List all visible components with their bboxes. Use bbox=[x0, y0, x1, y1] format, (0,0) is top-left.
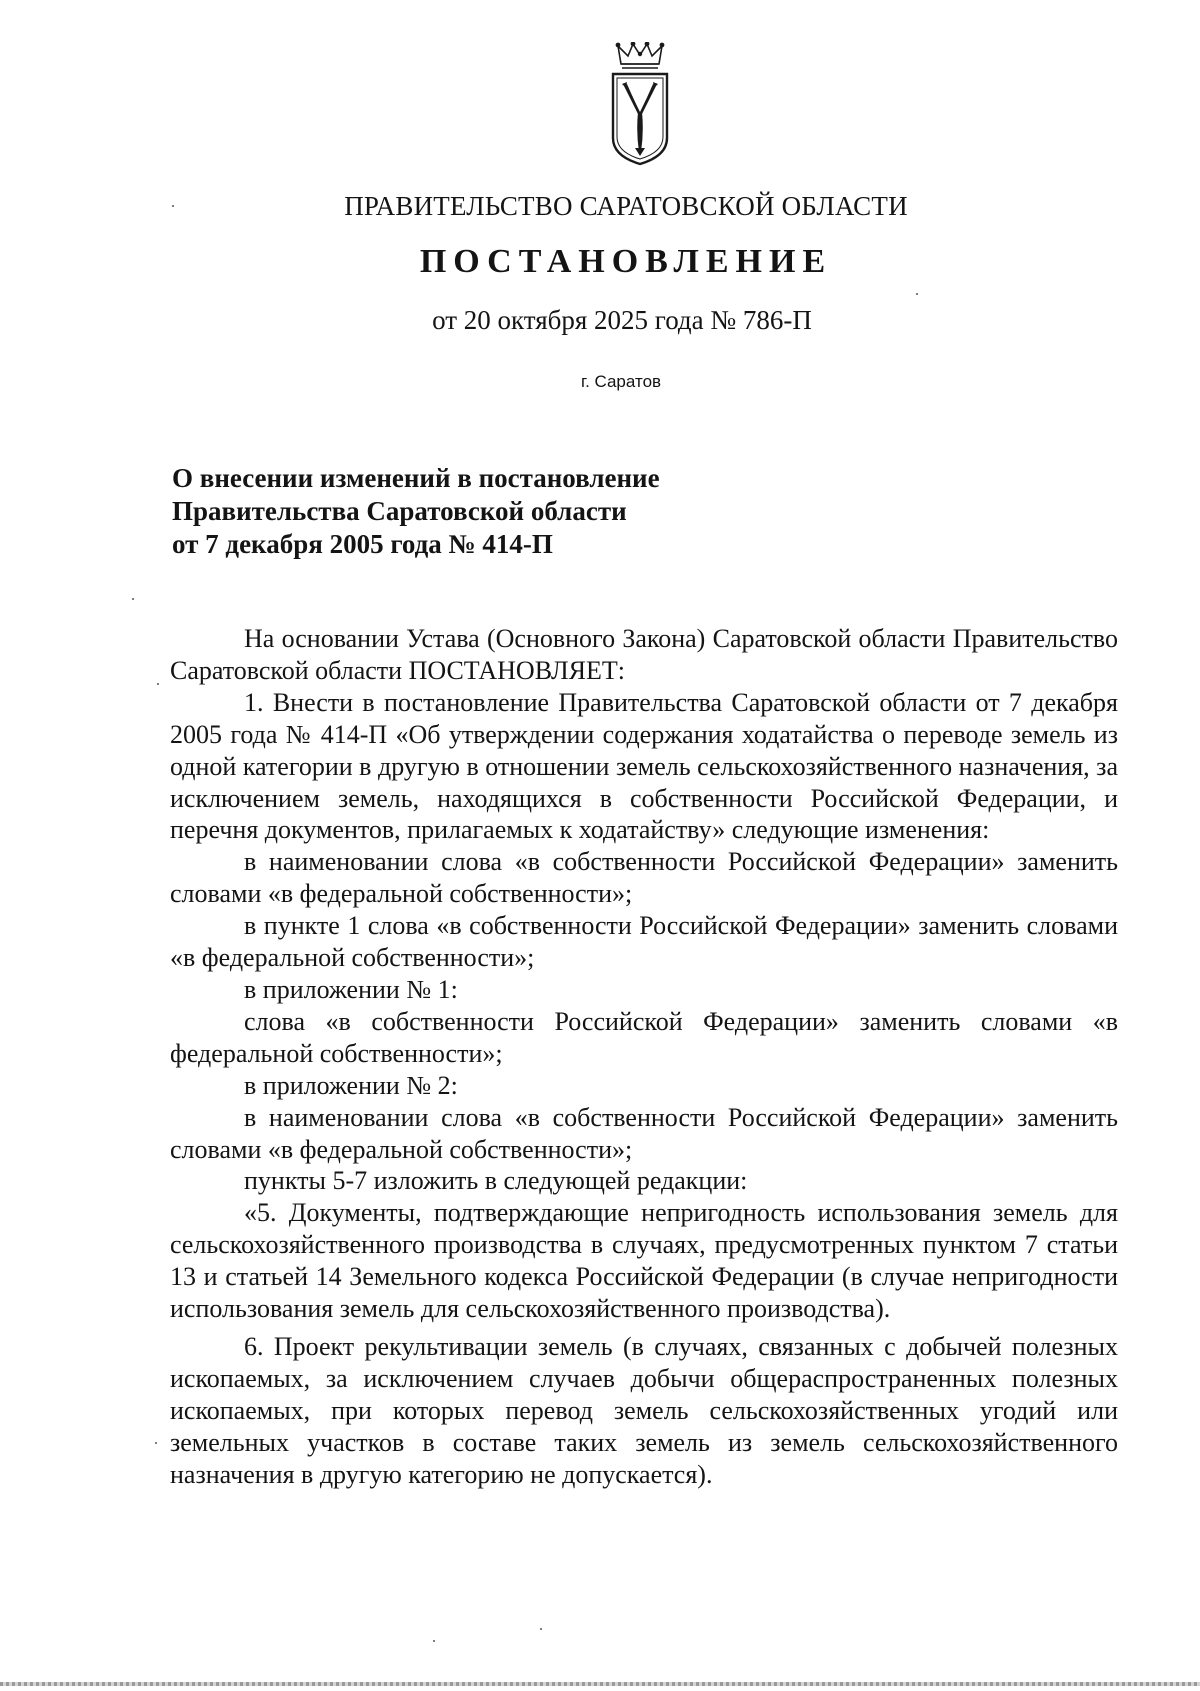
scan-speck bbox=[540, 1628, 542, 1630]
body-paragraph: На основании Устава (Основного Закона) Саратовской области Правительство Саратовской области ПОСТАНОВЛЯЕТ: bbox=[170, 624, 1118, 685]
saratov-coat-of-arms-icon bbox=[600, 42, 680, 166]
scan-speck bbox=[155, 1442, 157, 1444]
body-paragraph: 6. Проект рекультивации земель (в случаях, связанных с добычей полезных ископаемых, за исключением случаев добычи общераспространенных полезных ископаемых, при которых перевод земель сельскохозяйственных угодий или земельных участков в составе таких земель из земель сельскохозяйственного назначения в другую категорию не допускается). bbox=[170, 1331, 1118, 1489]
scan-speck bbox=[916, 293, 918, 295]
body-paragraph: «5. Документы, подтверждающие непригодность использования земель для сельскохозяйственного производства в случаях, предусмотренных пунктом 7 статьи 13 и статьей 14 Земельного кодекса Российской Федерации (в случае непригодности использования земель для сельскохозяйственного производства). bbox=[170, 1198, 1118, 1324]
scan-speck bbox=[172, 205, 174, 207]
body-paragraph: в приложении № 2: bbox=[244, 1070, 458, 1100]
body-paragraph: в наименовании слова «в собственности Российской Федерации» заменить словами «в федеральной собственности»; bbox=[170, 847, 1118, 909]
subject-line: от 7 декабря 2005 года № 414-П bbox=[172, 529, 553, 559]
scan-speck bbox=[132, 598, 134, 600]
document-subject bbox=[172, 462, 872, 561]
body-paragraph: в наименовании слова «в собственности Российской Федерации» заменить словами «в федеральной собственности»; bbox=[170, 1102, 1118, 1164]
scan-speck bbox=[157, 683, 159, 685]
scan-edge-border bbox=[0, 1682, 1200, 1686]
body-paragraph: пункты 5-7 изложить в следующей редакции: bbox=[244, 1166, 748, 1196]
body-paragraph: 1. Внести в постановление Правительства Саратовской области от 7 декабря 2005 года № 414-П «Об утверждении содержания ходатайства о переводе земель из одной категории в другую в отношении земель сельскохозяйственного назначения, за исключением земель, находящихся в собственности Российской Федерации, и перечня документов, прилагаемых к ходатайству» следующие изменения: bbox=[170, 687, 1118, 845]
document-type-title: ПОСТАНОВЛЕНИЕ bbox=[419, 243, 833, 280]
body-paragraph: в пункте 1 слова «в собственности Российской Федерации» заменить словами «в федеральной собственности»; bbox=[170, 911, 1118, 973]
scan-speck bbox=[433, 1640, 435, 1642]
body-paragraph: слова «в собственности Российской Федерации» заменить словами «в федеральной собственности»; bbox=[170, 1006, 1118, 1068]
subject-line: Правительства Саратовской области bbox=[172, 496, 627, 526]
body-paragraph: в приложении № 1: bbox=[244, 974, 458, 1004]
document-date-number: от 20 октября 2025 года № 786-П bbox=[432, 305, 812, 335]
document-city: г. Саратов bbox=[580, 372, 662, 391]
subject-line: О внесении изменений в постановление bbox=[172, 463, 660, 493]
government-name: ПРАВИТЕЛЬСТВО САРАТОВСКОЙ ОБЛАСТИ bbox=[344, 191, 908, 221]
document-body bbox=[170, 623, 1118, 1490]
